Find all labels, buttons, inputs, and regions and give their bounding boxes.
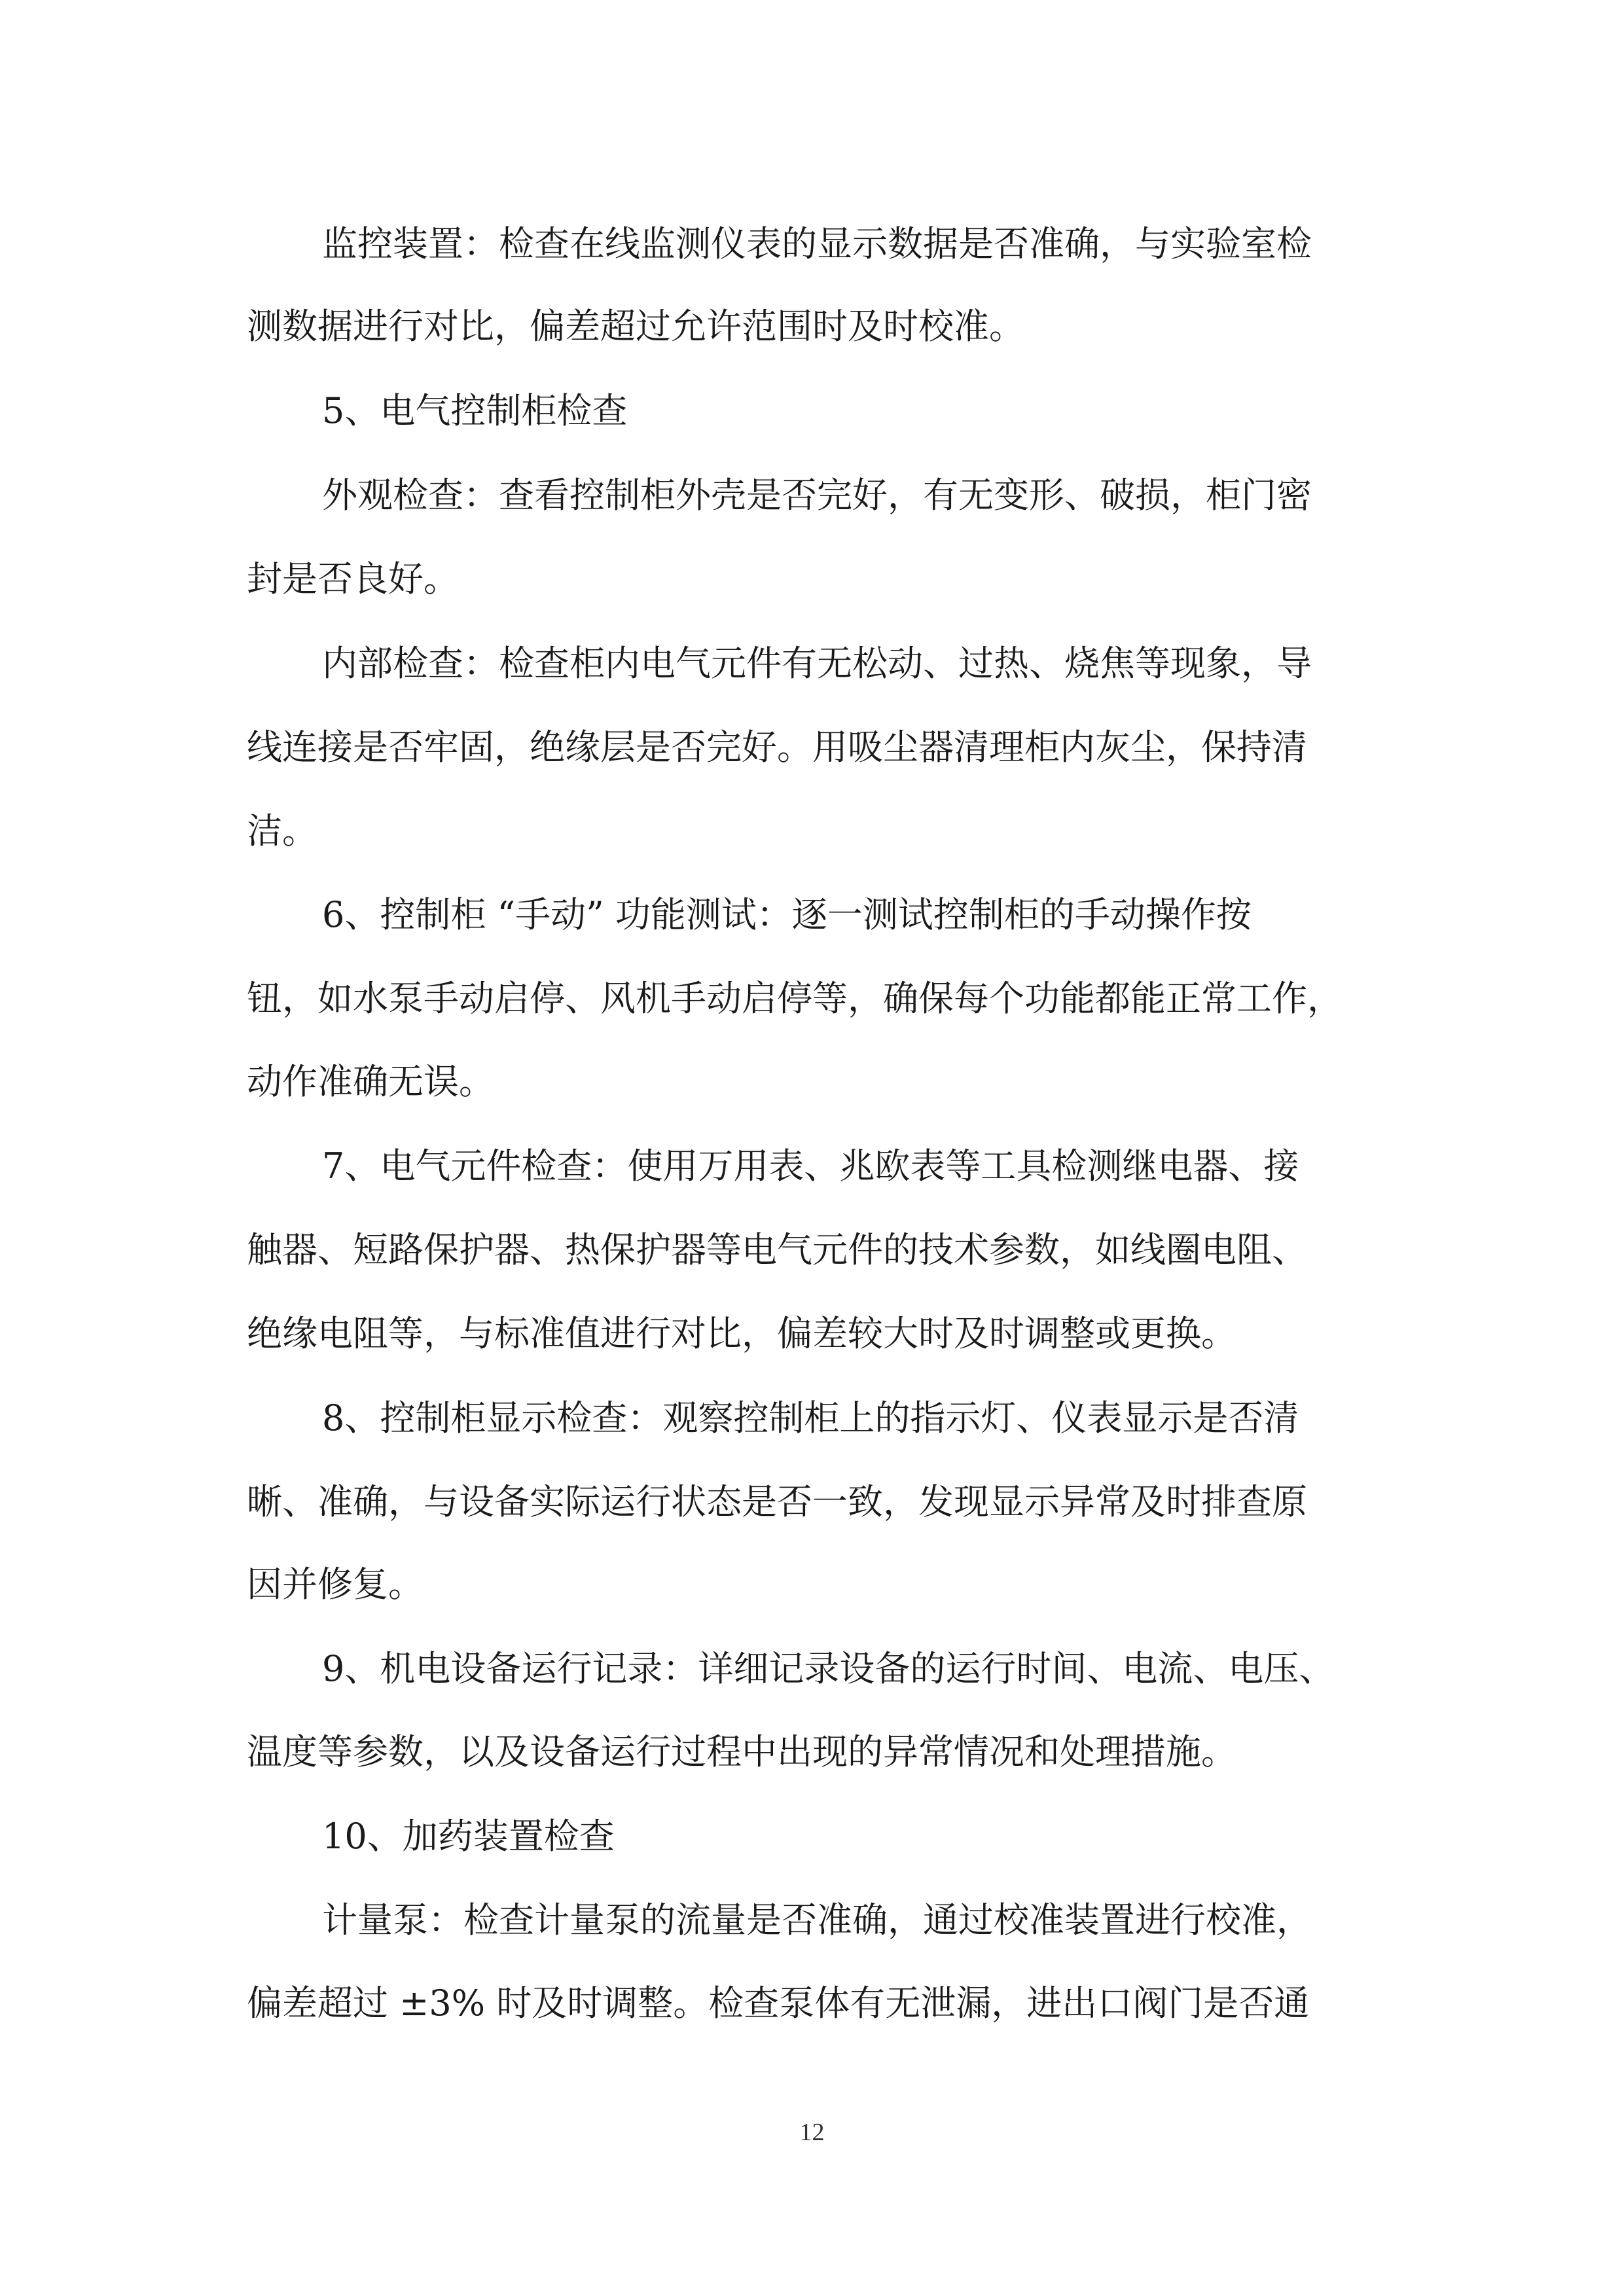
- text-line: 偏差超过 ±3% 时及时调整。检查泵体有无泄漏，进出口阀门是否通: [247, 1982, 1310, 2024]
- text-line: 绝缘电阻等，与标准值进行对比，偏差较大时及时调整或更换。: [247, 1313, 1236, 1354]
- text-line: 因并修复。: [247, 1564, 424, 1605]
- text-line: 内部检查：检查柜内电气元件有无松动、过热、烧焦等现象，导: [322, 643, 1312, 684]
- text-line: 6、控制柜 “手动” 功能测试：逐一测试控制柜的手动操作按: [322, 894, 1252, 935]
- page-number: 12: [799, 2119, 825, 2146]
- text-line: 外观检查：查看控制柜外壳是否完好，有无变形、破损，柜门密: [322, 475, 1312, 516]
- text-line: 动作准确无误。: [247, 1061, 494, 1102]
- text-line: 晰、准确，与设备实际运行状态是否一致，发现显示异常及时排查原: [247, 1481, 1307, 1522]
- text-line: 监控装置：检查在线监测仪表的显示数据是否准确，与实验室检: [322, 223, 1312, 264]
- text-line: 洁。: [247, 810, 317, 852]
- text-line: 触器、短路保护器、热保护器等电气元件的技术参数，如线圈电阻、: [247, 1229, 1307, 1270]
- section-heading: 10、加药装置检查: [322, 1816, 615, 1857]
- text-line: 测数据进行对比，偏差超过允许范围时及时校准。: [247, 306, 1024, 347]
- text-line: 温度等参数，以及设备运行过程中出现的异常情况和处理措施。: [247, 1731, 1236, 1772]
- text-line: 计量泵：检查计量泵的流量是否准确，通过校准装置进行校准，: [322, 1899, 1312, 1941]
- text-line: 7、电气元件检查：使用万用表、兆欧表等工具检测继电器、接: [322, 1145, 1299, 1187]
- text-line: 8、控制柜显示检查：观察控制柜上的指示灯、仪表显示是否清: [322, 1397, 1299, 1439]
- text-line: 封是否良好。: [247, 558, 459, 600]
- section-heading: 5、电气控制柜检查: [322, 390, 628, 431]
- text-line: 线连接是否牢固，绝缘层是否完好。用吸尘器清理柜内灰尘，保持清: [247, 726, 1307, 768]
- text-line: 9、机电设备运行记录：详细记录设备的运行时间、电流、电压、: [322, 1648, 1335, 1689]
- text-line: 钮，如水泵手动启停、风机手动启停等，确保每个功能都能正常工作，: [247, 978, 1343, 1019]
